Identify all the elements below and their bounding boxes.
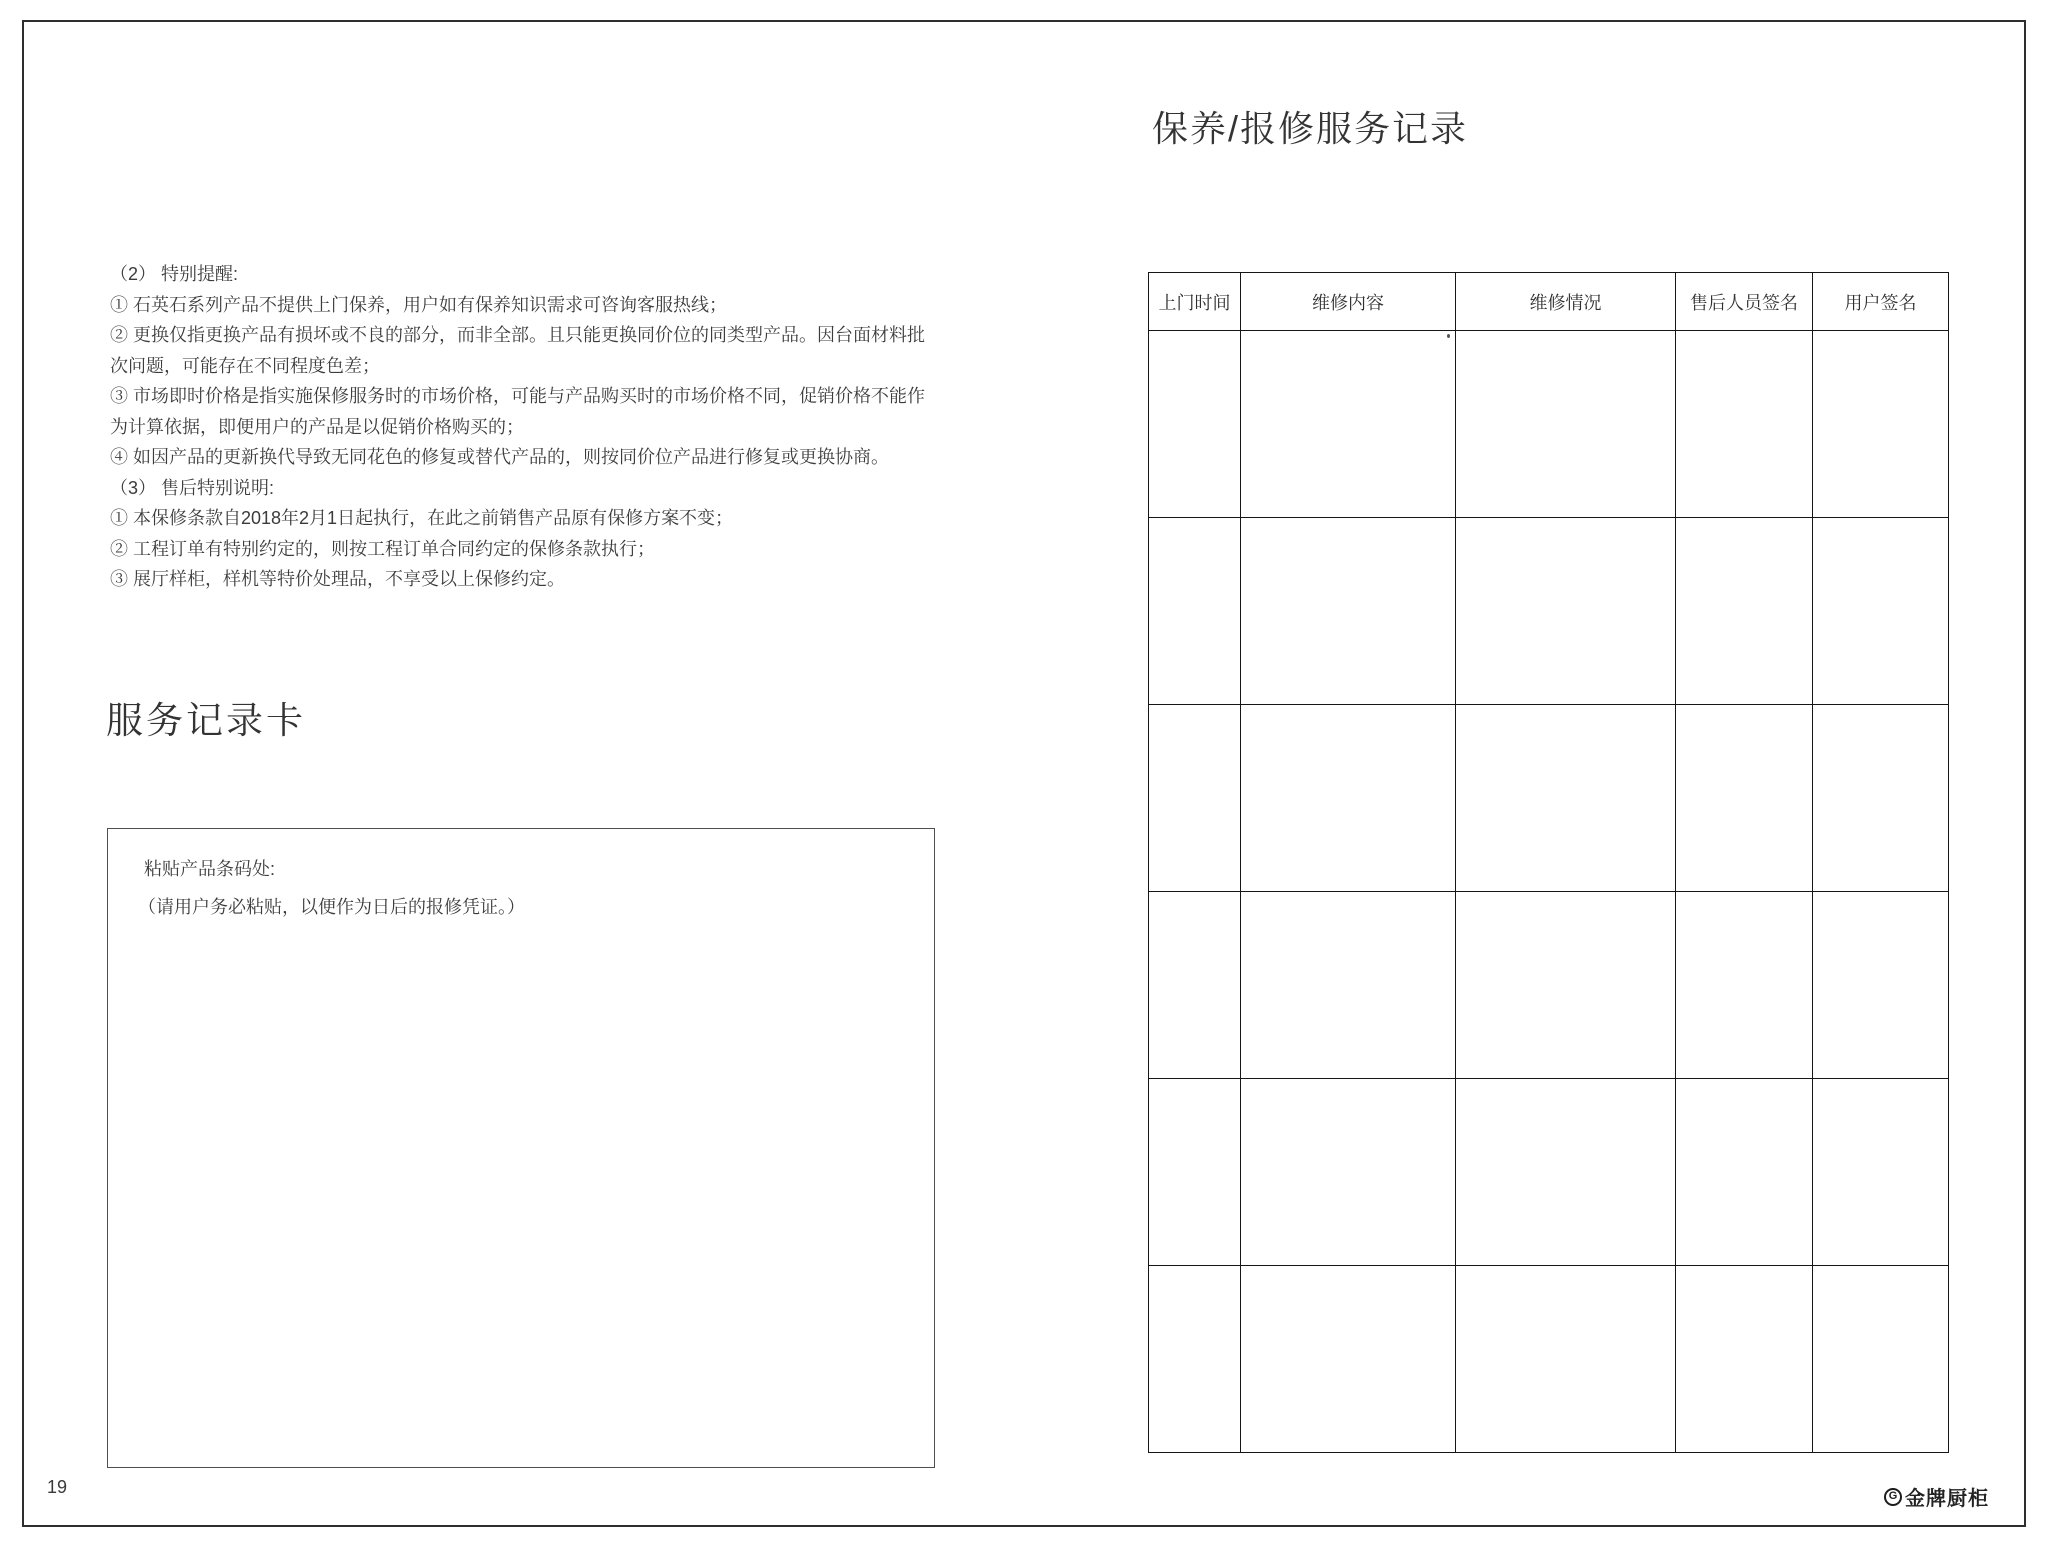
table-cell	[1241, 1079, 1456, 1266]
service-record-table	[1148, 272, 1949, 1453]
note-line: （3） 售后特别说明:	[110, 477, 275, 498]
brand-name: 金牌厨柜	[1905, 1488, 1989, 1510]
warranty-notes	[110, 259, 958, 595]
note-line: 次问题，可能存在不同程度色差；	[110, 355, 380, 376]
note-line: ③ 展厅样柜，样机等特价处理品，不享受以上保修约定。	[110, 569, 565, 589]
table-cell	[1676, 1266, 1813, 1453]
table-cell	[1149, 331, 1241, 518]
table-header-row	[1149, 273, 1949, 331]
table-cell	[1241, 518, 1456, 705]
page-number: 19	[47, 1477, 68, 1497]
table-cell	[1456, 1266, 1676, 1453]
table-cell	[1813, 892, 1949, 1079]
table-cell	[1813, 518, 1949, 705]
note-line: ② 更换仅指更换产品有损坏或不良的部分，而非全部。且只能更换同价位的同类型产品。因台面材料批	[110, 325, 925, 345]
table-cell	[1676, 1079, 1813, 1266]
note-line: （2） 特别提醒:	[110, 264, 239, 284]
brand-logo	[1884, 1482, 1989, 1511]
table-cell	[1149, 705, 1241, 892]
table-row	[1149, 892, 1949, 1079]
table-header-cell: 售后人员签名	[1676, 273, 1813, 331]
barcode-sticker-box	[107, 828, 935, 1468]
table-cell	[1813, 1079, 1949, 1266]
table-cell	[1456, 1079, 1676, 1266]
table-cell	[1813, 705, 1949, 892]
note-line: ③ 市场即时价格是指实施保修服务时的市场价格，可能与产品购买时的市场价格不同，促销价格不能作	[110, 386, 925, 406]
barcode-box-label: 粘贴产品条码处:	[144, 859, 276, 879]
table-header-cell: 用户签名	[1813, 273, 1949, 331]
table-cell	[1456, 705, 1676, 892]
table-cell	[1149, 1079, 1241, 1266]
table-body	[1149, 331, 1949, 1453]
table-row	[1149, 1266, 1949, 1453]
table-cell	[1813, 331, 1949, 518]
table-header-cell: 上门时间	[1149, 273, 1241, 331]
table-cell	[1241, 331, 1456, 518]
table-cell	[1456, 892, 1676, 1079]
table-header-cell: 维修内容	[1241, 273, 1456, 331]
table-cell	[1676, 331, 1813, 518]
table-cell	[1813, 1266, 1949, 1453]
barcode-box-note: （请用户务必粘贴，以便作为日后的报修凭证。）	[138, 897, 525, 917]
table-row	[1149, 331, 1949, 518]
table-cell	[1676, 705, 1813, 892]
note-line: ① 本保修条款自2018年2月1日起执行，在此之前销售产品原有保修方案不变；	[110, 508, 734, 528]
table-cell	[1149, 1266, 1241, 1453]
print-artifact-dot	[1447, 334, 1450, 338]
service-record-card-title: 服务记录卡	[106, 700, 306, 741]
note-line: ① 石英石系列产品不提供上门保养，用户如有保养知识需求可咨询客服热线；	[110, 294, 727, 315]
note-line: ④ 如因产品的更新换代导致无同花色的修复或替代产品的，则按同价位产品进行修复或更换协商。	[110, 447, 889, 467]
table-row	[1149, 705, 1949, 892]
table-cell	[1241, 1266, 1456, 1453]
table-cell	[1676, 518, 1813, 705]
brand-g-icon: G	[1884, 1488, 1902, 1506]
table-cell	[1149, 518, 1241, 705]
note-line: 为计算依据，即便用户的产品是以促销价格购买的；	[110, 416, 524, 437]
table-row	[1149, 1079, 1949, 1266]
table-cell	[1241, 705, 1456, 892]
table-header-cell: 维修情况	[1456, 273, 1676, 331]
table-cell	[1149, 892, 1241, 1079]
table-cell	[1456, 331, 1676, 518]
table-cell	[1456, 518, 1676, 705]
table-cell	[1241, 892, 1456, 1079]
note-line: ② 工程订单有特别约定的，则按工程订单合同约定的保修条款执行；	[110, 538, 655, 559]
maintenance-record-title: 保养/报修服务记录	[1152, 108, 1469, 149]
table-cell	[1676, 892, 1813, 1079]
table-row	[1149, 518, 1949, 705]
